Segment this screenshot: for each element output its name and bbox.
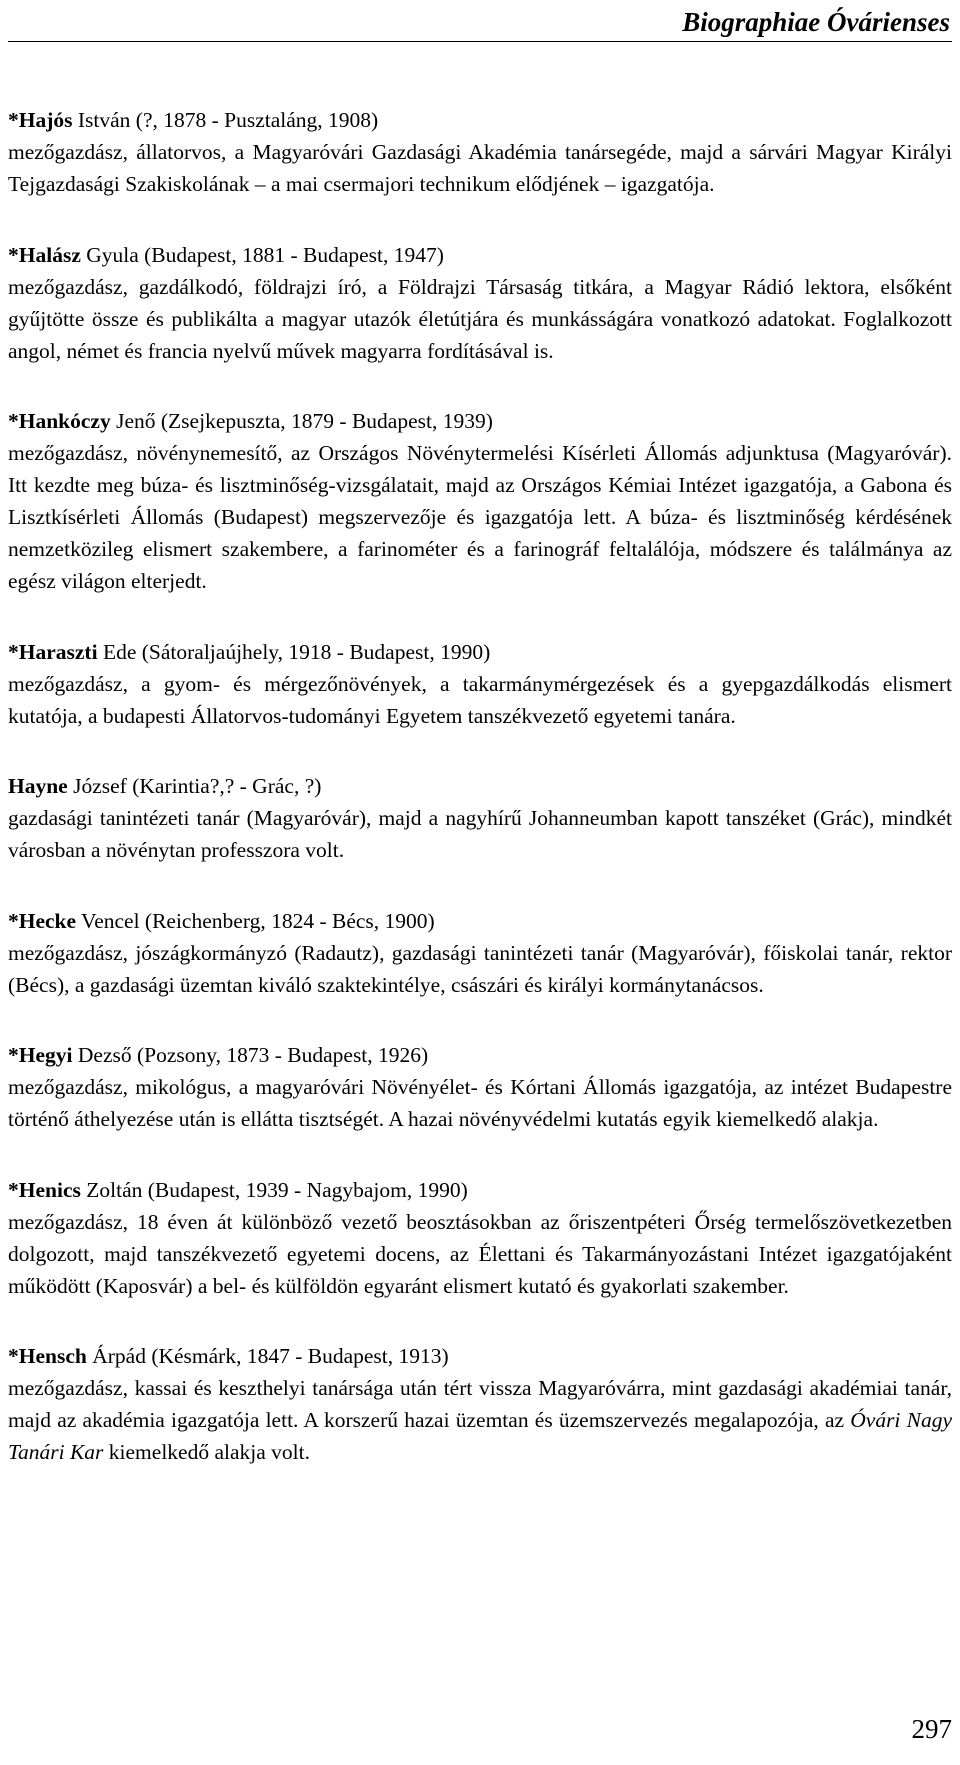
entry-details: Gyula (Budapest, 1881 - Budapest, 1947) (80, 242, 444, 267)
entry-surname: *Halász (8, 242, 81, 267)
entry-details: Zoltán (Budapest, 1939 - Nagybajom, 1990) (80, 1177, 468, 1202)
entry-text: mezőgazdász, mikológus, a magyaróvári Növényélet- és Kórtani Állomás igazgatója, az intézet Budapestre történő áthelyezése után is ellátta tisztségét. A hazai növényvédelmi kutatás egyik kiemelkedő alakja. (8, 1075, 952, 1131)
entry-heading (8, 239, 952, 271)
entry-text: mezőgazdász, jószágkormányzó (Radautz), gazdasági tanintézeti tanár (Magyaróvár), főiskolai tanár, rektor (Bécs), a gazdasági üzemtan kiváló szaktekintélye, császári és királyi kormánytanácsos. (8, 940, 952, 997)
entry-text-part: kiemelkedő alakja volt. (103, 1440, 310, 1464)
entry-heading (8, 770, 952, 802)
entry-heading (8, 1340, 952, 1372)
entry-hegyi (8, 1039, 952, 1135)
entry-details: Árpád (Késmárk, 1847 - Budapest, 1913) (86, 1344, 449, 1368)
entry-hankoczy (8, 405, 952, 597)
entry-details: István (?, 1878 - Pusztaláng, 1908) (72, 108, 379, 132)
entry-hensch (8, 1340, 952, 1468)
entry-surname: *Hegyi (8, 1043, 73, 1067)
entry-text: mezőgazdász, növénynemesítő, az Országos Növénytermelési Kísérleti Állomás adjunktusa (Magyaróvár). Itt kezdte meg búza- és lisztminőség-vizsgálatait, majd az Országos Kémiai Intézet igazgatója, a Gabona és Lisztkísérleti Állomás (Budapest) megszervezője és igazgatója lett. A búza- és lisztminőség kérdésének nemzetközileg elismert szakembere, a farinométer és a farinográf feltalálója, módszere és találmánya az egész világon elterjedt. (8, 441, 952, 593)
biography-entries (8, 104, 952, 1507)
entry-details: Ede (Sátoraljaújhely, 1918 - Budapest, 1990) (97, 639, 491, 664)
entry-heading (8, 905, 952, 937)
entry-hecke (8, 905, 952, 1001)
header-title: Biographiae Óvárienses (682, 7, 950, 37)
entry-text-italic: Óvári Nagy Tanári Kar (8, 1408, 952, 1464)
entry-surname: *Hecke (8, 908, 77, 933)
entry-surname: *Hankóczy (8, 409, 111, 433)
entry-henics (8, 1174, 952, 1302)
entry-text: mezőgazdász, a gyom- és mérgezőnövények, a takarmánymérgezések és a gyepgazdálkodás elismert kutatója, a budapesti Állatorvos-tudományi Egyetem tanszékvezető egyetemi tanára. (8, 671, 952, 728)
entry-details: Jenő (Zsejkepuszta, 1879 - Budapest, 1939) (110, 409, 493, 433)
entry-text-part: mezőgazdász, kassai és keszthelyi tanársága után tért vissza Magyaróvárra, mint gazdasági akadémiai tanár, majd az akadémia igazgatója lett. A korszerű hazai üzemtan és üzemszervezés megalapozója, az (8, 1376, 952, 1432)
entry-surname: *Henics (8, 1177, 81, 1202)
entry-surname: Hayne (8, 774, 68, 798)
entry-hajos (8, 104, 952, 200)
entry-surname: *Haraszti (8, 639, 98, 664)
running-header (8, 0, 952, 42)
page-number: 297 (911, 1714, 952, 1744)
entry-details: Dezső (Pozsony, 1873 - Budapest, 1926) (72, 1043, 429, 1067)
entry-heading (8, 1174, 952, 1206)
entry-details: József (Karintia?,? - Grác, ?) (67, 774, 322, 798)
entry-heading (8, 405, 952, 437)
entry-heading (8, 636, 952, 668)
entry-details: Vencel (Reichenberg, 1824 - Bécs, 1900) (76, 908, 435, 933)
entry-text: mezőgazdász, gazdálkodó, földrajzi író, a Földrajzi Társaság titkára, a Magyar Rádió lektora, elsőként gyűjtötte össze és publikálta a magyar utazók életútjára és munkásságára vonatkozó adatokat. Foglalkozott angol, német és francia nyelvű művek magyarra fordításával is. (8, 274, 952, 363)
entry-text: mezőgazdász, 18 éven át különböző vezető beosztásokban az őriszentpéteri Őrség termelőszövetkezetben dolgozott, majd tanszékvezető egyetemi docens, az Élettani és Takarmányozástani Intézet igazgatójaként működött (Kaposvár) a bel- és külföldön egyaránt elismert kutató és gyakorlati szakember. (8, 1209, 952, 1298)
entry-surname: *Hensch (8, 1344, 87, 1368)
entry-text: mezőgazdász, állatorvos, a Magyaróvári Gazdasági Akadémia tanársegéde, majd a sárvári Magyar Királyi Tejgazdasági Szakiskolának – a mai csermajori technikum elődjének – igazgatója. (8, 140, 952, 196)
entry-heading (8, 1039, 952, 1071)
entry-text (8, 1372, 952, 1468)
entry-halasz (8, 239, 952, 367)
entry-text: gazdasági tanintézeti tanár (Magyaróvár), majd a nagyhírű Johanneumban kapott tanszéket (Grác), mindkét városban a növénytan professzora volt. (8, 806, 952, 862)
entry-hayne (8, 770, 952, 866)
entry-surname: *Hajós (8, 108, 73, 132)
entry-heading (8, 104, 952, 136)
entry-haraszti (8, 636, 952, 732)
